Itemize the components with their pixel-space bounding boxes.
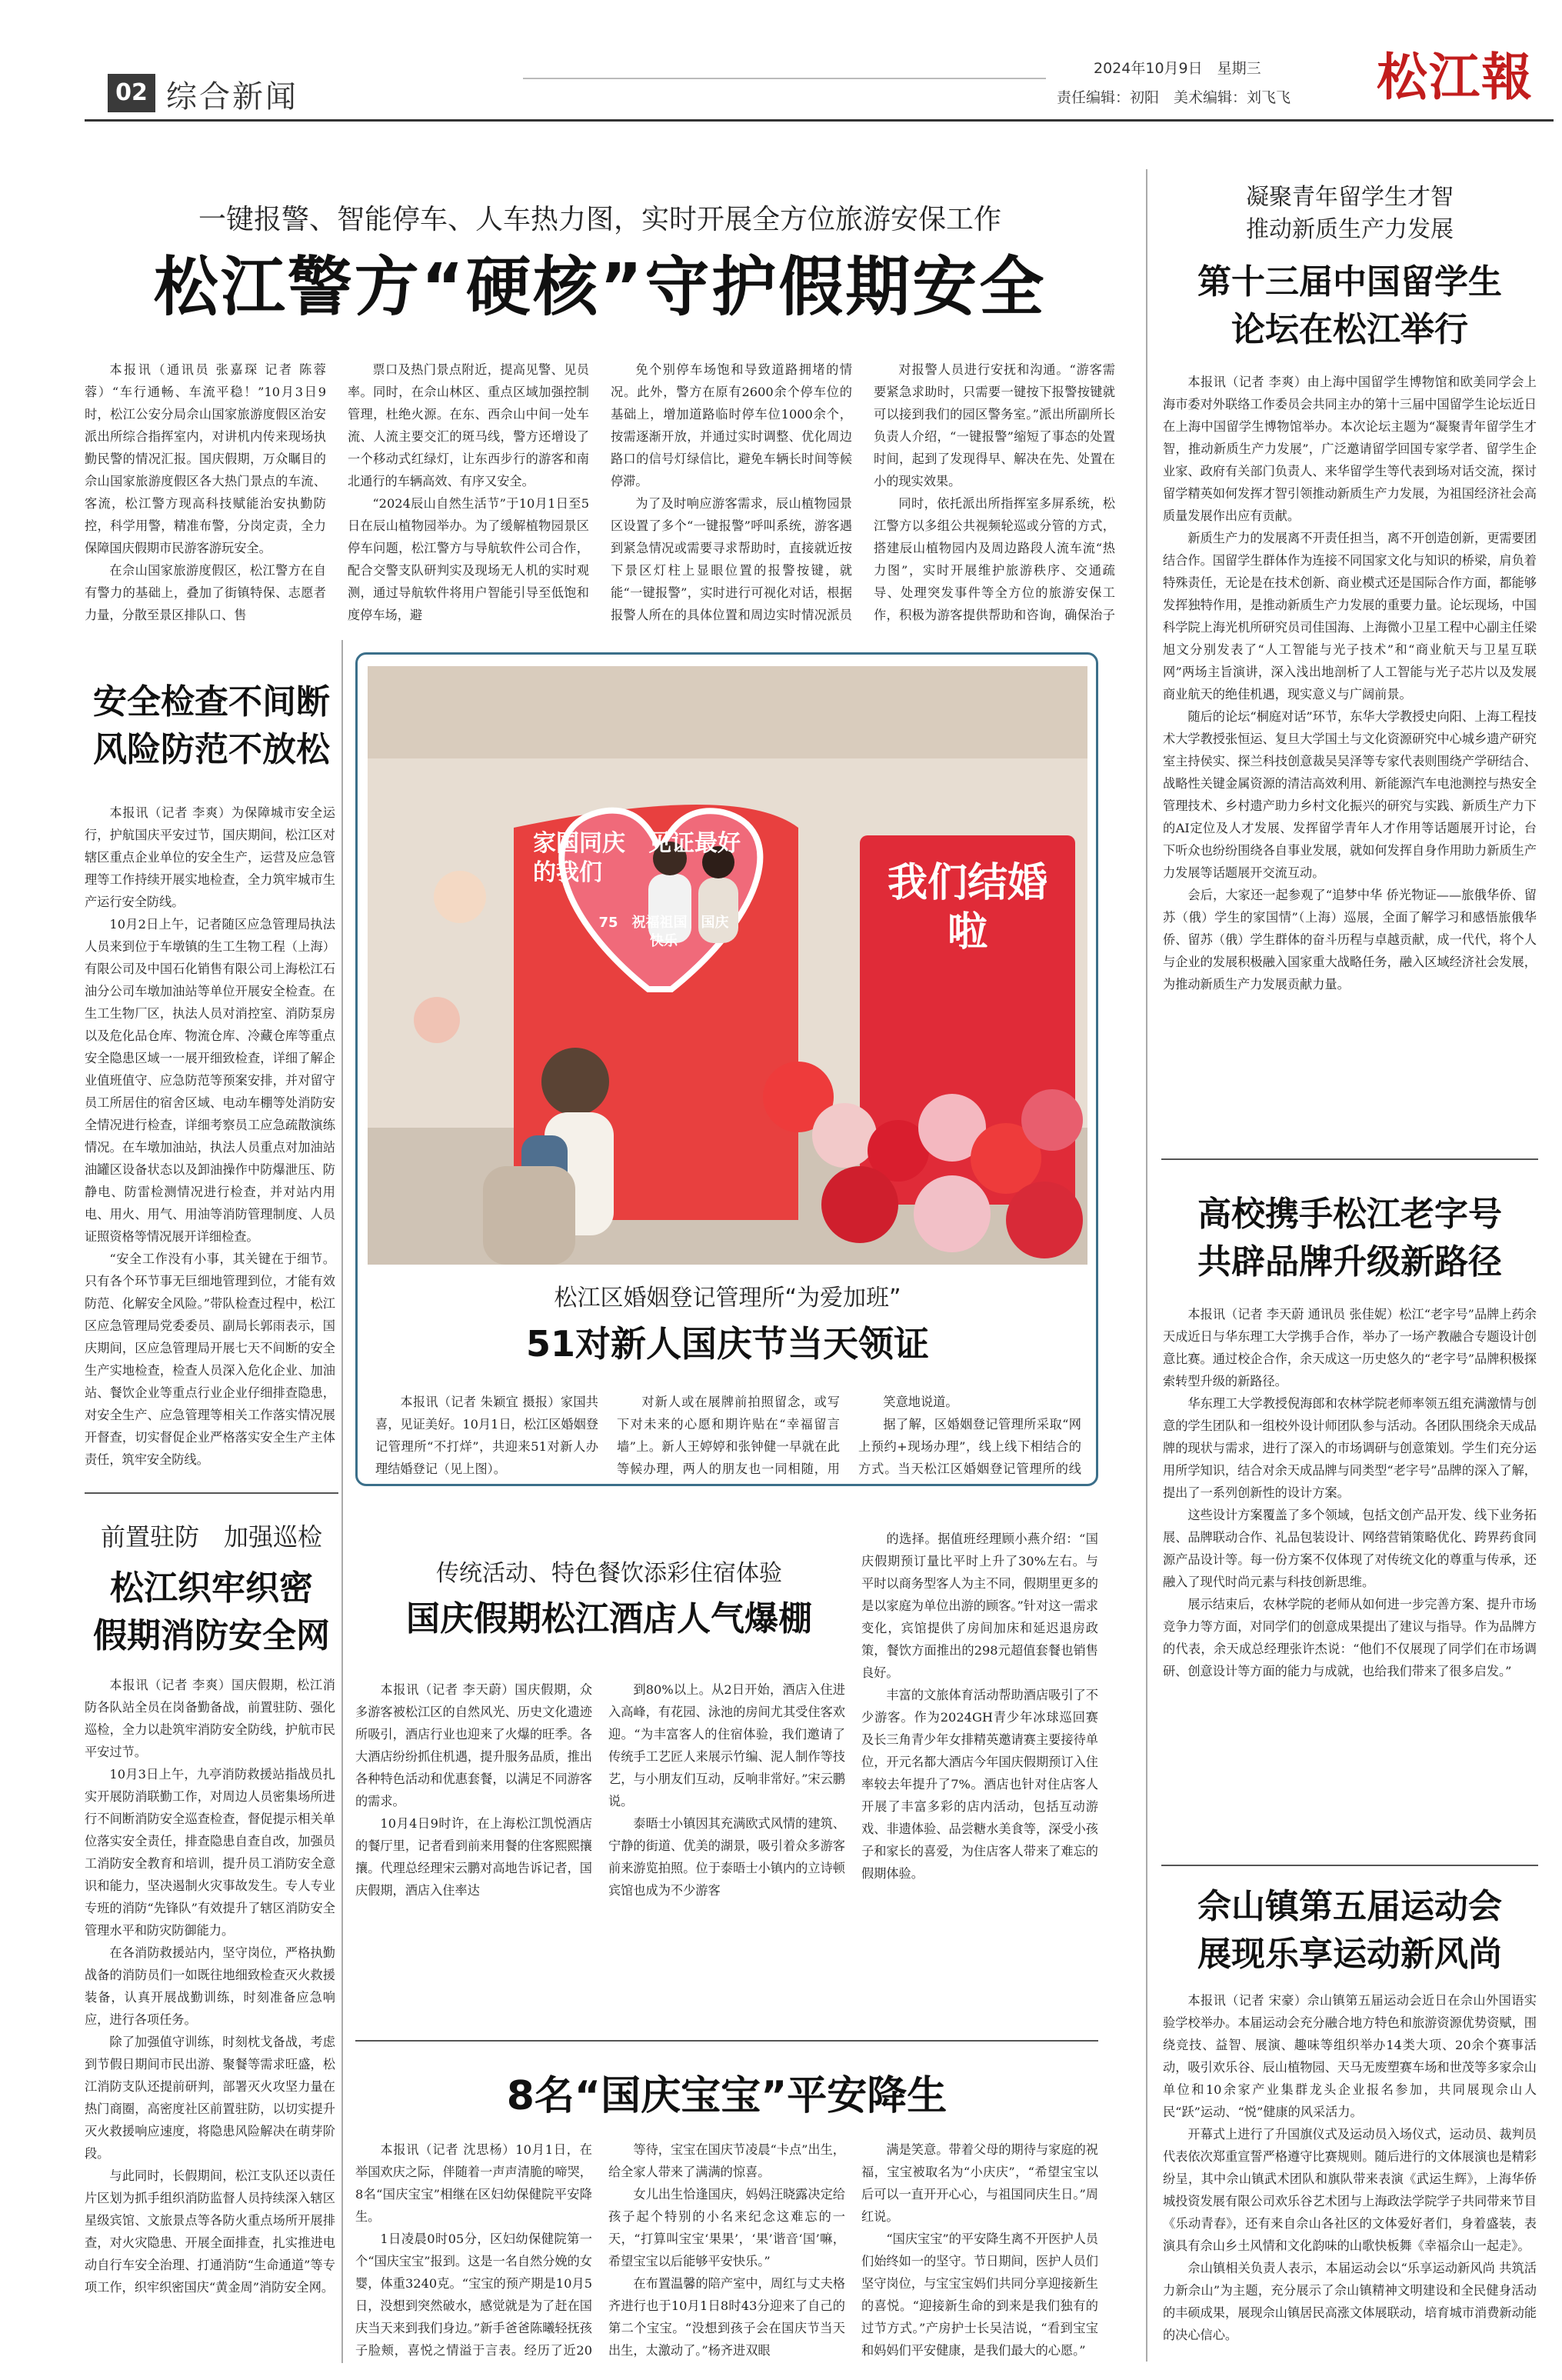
- wedding-col-3: [858, 1391, 1081, 1478]
- forum-body: [1163, 371, 1537, 1140]
- hotel-col-1: [355, 1678, 592, 2017]
- paragraph: 在各消防救援站内，坚守岗位，严格执勤战备的消防员们一如既往地细致检查灭火救援装备，认真开展战勤训练，时刻准备应急响应，进行各项任务。: [85, 1945, 335, 2027]
- paragraph: “国庆宝宝”的平安降生离不开医护人员们始终如一的坚守。节日期间，医护人员们坚守岗位，与宝宝宝妈们共同分享迎接新生的喜悦。“迎接新生命的到来是我们独有的过节方式。”产房护士长吴洁说，“看到宝宝和妈妈们平安健康，是我们最大的心愿。”: [861, 2232, 1098, 2358]
- hotel-headline: 国庆假期松江酒店人气爆棚: [406, 1599, 812, 1638]
- paragraph: 这些设计方案覆盖了多个领域，包括文创产品开发、线下业务拓展、品牌联动合作、礼品包装设计、网络营销策略优化、跨界药食同源产品设计等。每一份方案不仅体现了对传统文化的尊重与传承，还融入了现代时尚元素与科技创新思维。: [1163, 1508, 1537, 1589]
- safety-check-headline: 安全检查不间断 风险防范不放松: [93, 682, 330, 769]
- col-divider-left: [341, 640, 343, 2363]
- babies-col-2: [608, 2138, 845, 2358]
- header-rule: [85, 119, 1554, 122]
- paragraph: 对报警人员进行安抚和沟通。“游客需要紧急求助时，只需要一键按下报警按键就可以接到我们的园区警务室。”派出所副所长负责人介绍，“一键报警”缩短了事态的处置时间，起到了发现得早、解决在先、处置在小的现实效果。: [874, 362, 1115, 488]
- paragraph: 本报讯（通讯员 张嘉琛 记者 陈蓉蓉）“车行通畅、车流平稳！”10月3日9时，松江公安分局佘山国家旅游度假区治安派出所综合指挥室内，对讲机内传来现场执勤民警的情况汇报。国庆假期，万众瞩目的佘山国家旅游度假区各大热门景点的车流、客流，松江警方现高科技赋能治安执勤防控，科学用警，精准布警，分岗定责，全力保障国庆假期市民游客游玩安全。: [85, 362, 326, 555]
- paragraph: 在佘山国家旅游度假区，松江警方在自有警力的基础上，叠加了街镇特保、志愿者力量，分散至景区排队口、售: [85, 563, 326, 622]
- paragraph: “安全工作没有小事，其关键在于细节。只有各个环节事无巨细地管理到位，才能有效防范、化解安全风险。”带队检查过程中，松江区应急管理局党委委员、副局长郭雨表示，国庆期间，区应急管理局开展七天不间断的安全生产实地检查，检查人员深入危化企业、加油站、餐饮企业等重点行业企业仔细排查隐患，对安全生产、应急管理等相关工作落实情况展开督查，切实督促企业严格落实安全生产主体责任，筑牢安全防线。: [85, 1252, 335, 1467]
- paragraph: 的选择。据值班经理顾小燕介绍：“国庆假期预订量比平时上升了30%左右。与平时以商务型客人为主不同，假期里更多的是以家庭为单位出游的顾客。”针对这一需求变化，宾馆提供了房间加床和延迟退房政策，餐饮方面推出的298元超值套餐也销售良好。: [861, 1532, 1098, 1680]
- left-rule: [85, 1492, 338, 1494]
- fire-safety-headline: 松江织牢织密 假期消防安全网: [93, 1568, 330, 1655]
- lead-col-3: [611, 358, 852, 629]
- paragraph: “2024辰山自然生活节”于10月1日至5日在辰山植物园举办。为了缓解植物园景区停车问题，松江警方与导航软件公司合作，配合交警支队研判实及现场无人机的实时观测，通过导航软件将用户智能引导至低饱和度停车场，避: [348, 496, 589, 622]
- paragraph: 与此同时，长假期间，松江支队还以责任片区划为抓手组织消防监督人员持续深入辖区星级宾馆、文旅景点等各防火重点场所开展排查，对火灾隐患、开展全面排查，扎实推进电动自行车安全治理、打通消防“生命通道”等专项工作，织牢织密国庆“黄金周”消防安全网。: [85, 2168, 335, 2295]
- photo-right-text: 我们结婚啦: [887, 859, 1047, 955]
- paragraph: 免个别停车场饱和导致道路拥堵的情况。此外，警方在原有2600余个停车位的基础上，增加道路临时停车位1000余个，按需逐渐开放，并通过实时调整、优化周边路口的信号灯绿信比，避免车辆长时间等候停滞。: [611, 362, 852, 488]
- paragraph: 开幕式上进行了升国旗仪式及运动员入场仪式，运动员、裁判员代表依次郑重宣誓严格遵守比赛规则。随后进行的文体展演也是精彩纷呈，其中佘山镇武术团队和旗队带来表演《武运生辉》，上海华侨城投资发展有限公司欢乐谷艺术团与上海政法学院学子共同带来节目《乐动青春》，还有来自佘山各社区的文体爱好者们，身着盛装，表演具有佘山乡土风情和文化韵味的山歌快板舞《幸福佘山一起走》。: [1163, 2127, 1537, 2253]
- paragraph: 笑意地说道。: [883, 1395, 958, 1409]
- photo-heart-text: 75 祝福祖国 国庆快乐: [598, 915, 729, 949]
- paragraph: 本报讯（记者 李爽）为保障城市安全运行，护航国庆平安过节，国庆期间，松江区对辖区重点企业单位的安全生产，运营及应急管理等工作持续开展实地检查，全力筑牢城市生产运行安全防线。: [85, 805, 335, 909]
- paragraph: 佘山镇相关负责人表示，本届运动会以“乐享运动新风尚 共筑活力新佘山”为主题，充分展示了佘山镇精神文明建设和全民健身活动的丰硕成果，展现佘山镇居民高涨文体展联动，培育城市消费新动能的决心信心。: [1163, 2261, 1537, 2342]
- paragraph: 华东理工大学教授倪海郎和农林学院老师率领五组充满激情与创意的学生团队和一组校外设计师团队参与活动。各团队围绕余天成品牌的现状与需求，进行了深入的市场调研与创意策划。学生们充分运用所学知识，结合对余天成品牌与同类型“老字号”品牌的深入了解，提出了一系列创新性的设计方案。: [1163, 1396, 1537, 1500]
- masthead-logo: 松江報: [1377, 47, 1534, 107]
- hotel-col-2: [608, 1678, 845, 2017]
- babies-col-1: [355, 2138, 592, 2358]
- babies-body: [355, 2138, 1098, 2358]
- paragraph: 10月4日9时许，在上海松江凯悦酒店的餐厅里，记者看到前来用餐的住客熙熙攘攘。代理总经理宋云鹏对高地告诉记者，国庆假期，酒店入住率达: [355, 1816, 592, 1898]
- paragraph: 新质生产力的发展离不开责任担当，离不开创造创新，更需要团结合作。国留学生群体作为连接不同国家文化与知识的桥梁，肩负着特殊责任，无论是在技术创新、商业模式还是国际合作方面，都能够发挥独特作用，是推动新质生产力发展的重要力量。论坛现场，中国科学院上海光机所研究员司佳国海、上海微小卫星工程中心副主任梁旭文分别发表了“人工智能与光子技术”和“商业航天与卫星互联网”两场主旨演讲，深入浅出地剖析了人工智能与光子芯片以及发展商业航天的绝佳机遇，现实意义与广阔前景。: [1163, 531, 1537, 702]
- paragraph: 本报讯（记者 李天蔚）国庆假期，众多游客被松江区的自然风光、历史文化遗迹所吸引，酒店行业也迎来了火爆的旺季。各大酒店纷纷抓住机遇，提升服务品质，推出各种特色活动和优惠套餐，以满足不同游客的需求。: [355, 1682, 592, 1808]
- paragraph: 本报讯（记者 李爽）国庆假期，松江消防各队站全员在岗备勤备战，前置驻防、强化巡检，全力以赴筑牢消防安全防线，护航市民平安过节。: [85, 1678, 335, 1759]
- forum-headline: 第十三届中国留学生 论坛在松江举行: [1197, 262, 1502, 349]
- paragraph: 本报讯（记者 沈思杨）10月1日，在举国欢庆之际，伴随着一声声清脆的啼哭，8名“国庆宝宝”相继在区妇幼保健院平安降生。: [355, 2142, 592, 2224]
- paragraph: 10月2日上午，记者随区应急管理局执法人员来到位于车墩镇的生工生物工程（上海）有限公司及中国石化销售有限公司上海松江石油分公司车墩加油站等单位开展安全检查。在生工生物厂区，执法人员对消控室、消防泵房以及危化品仓库、物流仓库、冷藏仓库等重点安全隐患区域一一展开细致检查，详细了解企业值班值守、应急防范等预案安排，并对留守员工所居住的宿舍区域、电动车棚等处消防安全情况进行检查，详细考察员工应急疏散演练情况。在车墩加油站，执法人员重点对加油站油罐区设备状态以及卸油操作中防爆泄压、防静电、防雷检测情况进行检查，并对站内用电、用火、用气、用油等消防管理制度、人员证照资格等情况展开详细检查。: [85, 917, 335, 1244]
- paragraph: 1日凌晨0时05分，区妇幼保健院第一个“国庆宝宝”报到。这是一名自然分娩的女婴，体重3240克。“宝宝的预产期是10月5日，没想到突然破水，感觉就是为了赶在国庆当天来到我们身边。”新手爸爸陈曦轻抚孩子脸颊，喜悦之情溢于言表。经历了近20: [355, 2232, 592, 2358]
- paragraph: 为了及时响应游客需求，辰山植物园景区设置了多个“一键报警”呼叫系统，游客遇到紧急情况或需要寻求帮助时，直接就近按下景区灯柱上显眼位置的报警按键，就能“一键报警”，实时进行可视化对话，根据报警人所在的具体位置和周边实时情况派员: [611, 496, 852, 622]
- paragraph: 泰晤士小镇因其充满欧式风情的建筑、宁静的街道、优美的湖景，吸引着众多游客前来游览拍照。位于泰晤士小镇内的立诗顿宾馆也成为不少游客: [608, 1816, 845, 1898]
- sports-body: [1163, 1989, 1537, 2358]
- safety-check-body: [85, 802, 335, 1472]
- page-number-badge: [108, 74, 155, 112]
- wedding-body: [375, 1391, 1081, 1478]
- section-title: 综合新闻: [166, 79, 298, 115]
- lead-kicker: 一键报警、智能停车、人车热力图，实时开展全方位旅游安保工作: [198, 204, 1001, 235]
- lead-col-1: [85, 358, 326, 629]
- paragraph: 本报讯（记者 朱颖宜 摄报）家国共喜，见证美好。10月1日，松江区婚姻登记管理所“不打烊”，共迎来51对新人办理结婚登记（见上图）。: [375, 1395, 598, 1476]
- lead-col-2: [348, 358, 589, 629]
- babies-col-3: [861, 2138, 1098, 2358]
- wedding-photo: [368, 666, 1087, 1265]
- paragraph: 据了解，区婚姻登记管理所采取“网上预约+现场办理”，线上线下相结合的方式。当天松江区婚姻登记管理所的线: [858, 1417, 1081, 1476]
- paragraph: 满是笑意。带着父母的期待与家庭的祝福，宝宝被取名为“小庆庆”，“希望宝宝以后可以一直开开心心，与祖国同庆生日。”周红说。: [861, 2142, 1098, 2224]
- paragraph: 在布置温馨的陪产室中，周红与丈夫格齐进行也于10月1日8时43分迎来了自己的第二个宝宝。“没想到孩子会在国庆节当天出生，太激动了。”杨齐进双眼: [608, 2276, 845, 2358]
- lead-headline: 松江警方“硬核”守护假期安全: [153, 249, 1047, 325]
- brand-headline: 高校携手松江老字号 共辟品牌升级新路径: [1197, 1195, 1502, 1282]
- paragraph: 本报讯（记者 李爽）由上海中国留学生博物馆和欧美同学会上海市委对外联络工作委员会共同主办的第十三届中国留学生论坛近日在上海中国留学生博物馆举办。本次论坛主题为“凝聚青年留学生才智，推动新质生产力发展”，广泛邀请留学回国专家学者、留学生企业家、政府有关部门负责人、来华留学生等代表到场对话交流，探讨留学精英如何发挥才智引领推动新质生产力发展，为祖国经济社会高质量发展作出应有贡献。: [1163, 375, 1537, 523]
- paragraph: 除了加强值守训练，时刻枕戈备战，考虑到节假日期间市民出游、聚餐等需求旺盛，松江消防支队还提前研判，部署灭火攻坚力量在热门商圈，高密度社区前置驻防，以切实提升灭火救援响应速度，将隐患风险解决在萌芽阶段。: [85, 2035, 335, 2161]
- paragraph: 随后的论坛“桐庭对话”环节，东华大学教授史向阳、上海工程技术大学教授张恒运、复旦大学国土与文化资源研究中心城乡遗产研究室主持侯实、探兰科技创意裁吴吴泽等专家代表则围绕产学研结合、战略性关键金属资源的清洁高效利用、新能源汽车电池测控与热安全管理技术、乡村遗产助力乡村文化振兴的研究与实践、新质生产力下的AI定位及人才发展、发挥留学青年人才作用等话题展开讨论，台下听众也纷纷围绕各自事业发展，就如何发挥自身作用助力新质生产力发展等话题展开交流互动。: [1163, 709, 1537, 880]
- wedding-headline: 51对新人国庆节当天领证: [525, 1323, 929, 1365]
- wedding-kicker: 松江区婚姻登记管理所“为爱加班”: [554, 1285, 901, 1312]
- babies-headline: 8名“国庆宝宝”平安降生: [506, 2073, 948, 2119]
- wedding-col-2: [617, 1391, 840, 1478]
- paragraph: 本报讯（记者 宋豪）佘山镇第五届运动会近日在佘山外国语实验学校举办。本届运动会充分融合地方特色和旅游资源优势资赋，围绕竞技、益智、展演、趣味等组织举办14类大项、20余个赛事活动，吸引欢乐谷、辰山植物园、天马无废塑赛车场和世茂等多家佘山单位和10余家产业集群龙头企业报名参加，共同展现佘山人民“跃”运动、“悦”健康的风采活力。: [1163, 1993, 1537, 2119]
- paragraph: 到80%以上。从2日开始，酒店入住进入高峰，有花园、泳池的房间尤其受住客欢迎。“为丰富客人的住宿体验，我们邀请了传统手工艺匠人来展示竹编、泥人制作等技艺，与小朋友们互动，反响非常好。”宋云鹏说。: [608, 1682, 845, 1808]
- forum-kicker: 凝聚青年留学生才智 推动新质生产力发展: [1246, 184, 1454, 243]
- paragraph: 丰富的文旅体育活动帮助酒店吸引了不少游客。作为2024GH青少年冰球巡回赛及长三角青少年女排精英邀请赛主要接待单位，开元名都大酒店今年国庆假期预订入住率较去年提升了7%。酒店也针对住店客人开展了丰富多彩的店内活动，包括互动游戏、非遗体验、品尝糖水美食等，深受小孩子和家长的喜爱，为住店客人带来了难忘的假期体验。: [861, 1688, 1098, 1881]
- wedding-col-1: [375, 1391, 598, 1478]
- col-divider-right: [1146, 169, 1147, 2362]
- page-number: 02: [115, 79, 148, 106]
- brand-body: [1163, 1303, 1537, 1862]
- paragraph: 会后，大家还一起参观了“追梦中华 侨光物证——旅俄华侨、留苏（俄）学生的家国情”（上海）巡展，全面了解学习和感悟旅俄华侨、留苏（俄）学生群体的奋斗历程与卓越贡献，成一代代，将个人与企业的发展积极融入国家重大战略任务，融入区域经济社会发展，为推动新质生产力发展贡献力量。: [1163, 888, 1537, 992]
- babies-rule: [355, 2040, 1098, 2042]
- paragraph: 同时，依托派出所指挥室多屏系统，松江警方以多组公共视频轮巡或分管的方式，搭建辰山植物园内及周边路段人流车流“热力图”，实时开展维护旅游秩序、交通疏导、处理突发事件等全方位的旅游安保工作，积极为游客提供帮助和咨询，确保治子: [874, 496, 1115, 622]
- right-rule-1: [1161, 1158, 1538, 1160]
- hotel-kicker: 传统活动、特色餐饮添彩住宿体验: [436, 1560, 782, 1587]
- editor-credits: 责任编辑：初阳 美术编辑：刘飞飞: [1057, 89, 1291, 106]
- paragraph: 10月3日上午，九亭消防救援站指战员扎实开展防消联勤工作，对周边人员密集场所进行不间断消防安全巡查检查，督促提示相关单位落实安全责任，排查隐患自查自改，加强员工消防安全教育和培训，提升员工消防安全意识和能力，坚决遏制火灾事故发生。专人专业专班的消防“先锋队”有效提升了辖区消防安全管理水平和防灾防御能力。: [85, 1767, 335, 1938]
- header-rule-short: [523, 78, 1046, 79]
- sports-headline: 佘山镇第五届运动会 展现乐享运动新风尚: [1197, 1887, 1502, 1974]
- paragraph: 等待，宝宝在国庆节凌晨“卡点”出生，给全家人带来了满满的惊喜。: [608, 2142, 845, 2179]
- paragraph: 展示结束后，农林学院的老师从如何进一步完善方案、提升市场竞争力等方面，对同学们的创意成果提出了建议与指导。作为品牌方的代表，余天成总经理张许杰说：“他们不仅展现了同学们在市场调研、创意设计等方面的能力与成就，也给我们带来了很多启发。”: [1163, 1597, 1537, 1678]
- issue-date: 2024年10月9日 星期三: [1094, 60, 1261, 77]
- paragraph: 本报讯（记者 李天蔚 通讯员 张佳妮）松江“老字号”品牌上药余天成近日与华东理工大学携手合作，举办了一场产教融合专题设计创意比赛。通过校企合作，余天成这一历史悠久的“老字号”品牌积极探索转型升级的新路径。: [1163, 1307, 1537, 1388]
- paragraph: 对新人或在展牌前拍照留念，或写下对未来的心愿和期许贴在“幸福留言墙”上。新人王婷婷和张钟健一早就在此等候办理，两人的朋友也一同相随，用: [617, 1395, 840, 1476]
- photo-banner-text: 家国同庆 见证最好的我们: [533, 830, 741, 886]
- right-rule-2: [1161, 1865, 1538, 1866]
- wedding-photo-svg: [368, 666, 1087, 1265]
- paragraph: 女儿出生恰逢国庆，妈妈汪晓露决定给孩子起个特别的小名来纪念这难忘的一天，“打算叫宝宝‘果果’，‘果’谐音‘国’嘛，希望宝宝以后能够平安快乐。”: [608, 2187, 845, 2268]
- hotel-col-3: [861, 1528, 1098, 2017]
- lead-col-4: [874, 358, 1115, 629]
- lead-body: [85, 358, 1115, 629]
- fire-safety-body: [85, 1674, 335, 2358]
- fire-safety-kicker: 前置驻防 加强巡检: [100, 1522, 322, 1552]
- paragraph: 票口及热门景点附近，提高见警、见员率。同时，在佘山林区、重点区域加强控制管理，杜绝火源。在东、西佘山中间一处车流、人流主要交汇的斑马线，警方还增设了一个移动式红绿灯，让东西步行的游客和南北通行的车辆高效、有序又安全。: [348, 362, 589, 488]
